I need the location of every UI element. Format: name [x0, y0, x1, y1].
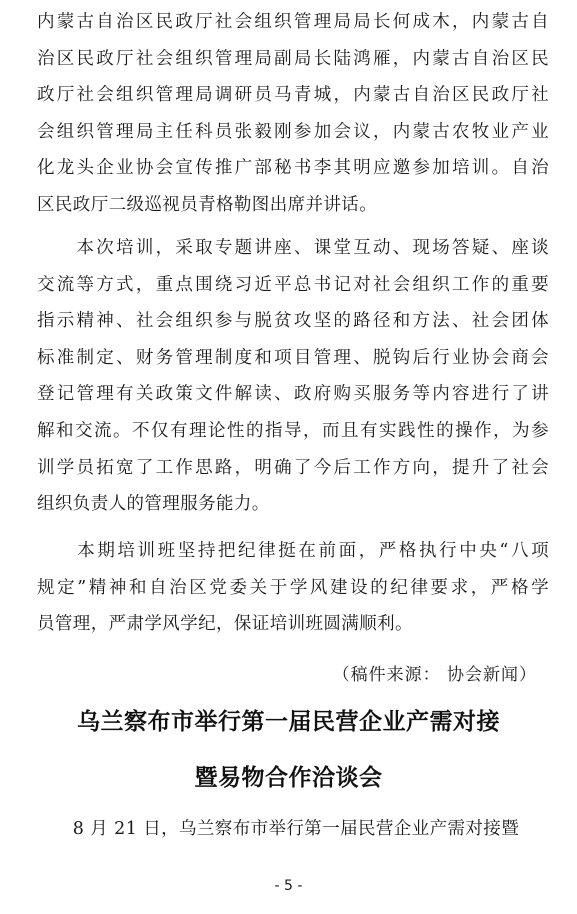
paragraph-discipline	[37, 533, 549, 643]
text-line: 标准制定、财务管理制度和项目管理、脱钩后行业协会商会	[37, 347, 549, 368]
text-line: 登记管理有关政策文件解读、政府购买服务等内容进行了讲	[37, 384, 549, 405]
article-title-line-2: 暨易物合作洽谈会	[194, 765, 383, 791]
paragraph-event-intro	[37, 811, 549, 848]
text-line: 本次培训，采取专题讲座、课堂互动、现场答疑、座谈	[37, 238, 549, 258]
text-line: 内蒙古自治区民政厅社会组织管理局局长何成木，内蒙古自	[37, 12, 549, 32]
text-line: 组织负责人的管理服务能力。	[37, 494, 270, 515]
article-source: （稿件来源： 协会新闻）	[332, 665, 537, 685]
text-line: 8 月 21 日，乌兰察布市举行第一届民营企业产需对接暨	[37, 819, 520, 839]
article-title-line-1: 乌兰察布市举行第一届民营企业产需对接	[77, 709, 500, 735]
text-line: 规定”精神和自治区党委关于学风建设的纪律要求，严格学	[37, 577, 549, 598]
text-line: 政厅社会组织管理局调研员马青城，内蒙古自治区民政厅社	[37, 85, 549, 106]
text-line: 化龙头企业协会宣传推广部秘书李其明应邀参加培训。自治	[37, 158, 549, 179]
paragraph-training-content	[37, 230, 549, 523]
text-line: 区民政厅二级巡视员青格勒图出席并讲话。	[37, 194, 378, 215]
text-line: 训学员拓宽了工作思路，明确了今后工作方向，提升了社会	[37, 457, 549, 478]
text-line: 会组织管理局主任科员张毅刚参加会议，内蒙古农牧业产业	[37, 121, 549, 142]
paragraph-attendees	[37, 4, 549, 224]
text-line: 员管理，严肃学风学纪，保证培训班圆满顺利。	[37, 614, 413, 635]
text-line: 治区民政厅社会组织管理局副局长陆鸿雁，内蒙古自治区民	[37, 48, 549, 69]
text-line: 交流等方式，重点围绕习近平总书记对社会组织工作的重要	[37, 274, 549, 295]
page-number: - 5 -	[274, 878, 303, 894]
text-line: 本期培训班坚持把纪律挺在前面，严格执行中央“八项	[37, 541, 549, 561]
text-line: 解和交流。不仅有理论性的指导，而且有实践性的操作，为参	[37, 420, 549, 441]
text-line: 指示精神、社会组织参与脱贫攻坚的路径和方法、社会团体	[37, 311, 549, 332]
